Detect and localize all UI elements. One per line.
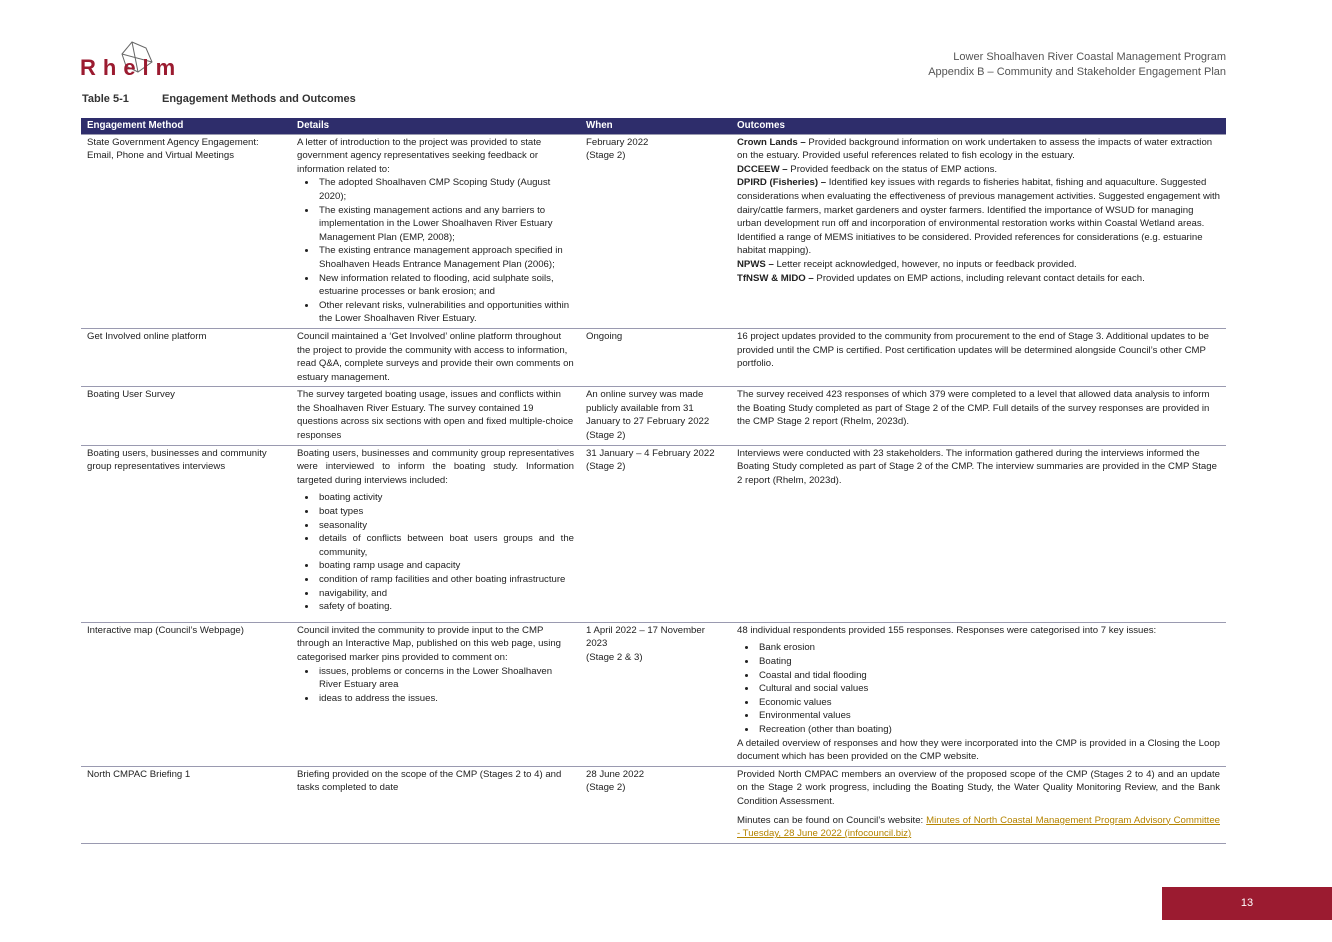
when-cell [580,622,731,766]
table-row [81,134,1226,328]
list-item: • Bank erosion [757,641,1220,655]
when-stage: (Stage 2) [586,782,626,794]
engagement-table [81,118,1226,844]
outcome-text: Provided feedback on the status of EMP actions. [787,163,998,175]
method-cell: Get Involved online platform [81,328,291,386]
list-item: • ideas to address the issues. [317,692,574,706]
outcomes-cell [731,766,1226,843]
details-list [297,665,574,706]
list-item: • Economic values [757,696,1220,710]
details-cell: Council maintained a ‘Get Involved’ online platform throughout the project to provide the community with access to information, read Q&A, complete surveys and provide their own comments on estuary management. [291,328,580,386]
minutes-paragraph [737,814,1220,841]
list-item: • Boating [757,655,1220,669]
when-cell [580,134,731,328]
when-cell [580,766,731,843]
list-item: • safety of boating. [317,600,574,614]
when-stage: (Stage 2) [586,150,626,162]
when-cell [580,445,731,622]
list-item: • Coastal and tidal flooding [757,669,1220,683]
table-header-row [81,118,1226,134]
list-item: • boat types [317,505,574,519]
when-stage: (Stage 2) [586,430,626,442]
outcome-text: Identified key issues with regards to fisheries habitat, fishing and aquaculture. Suggested considerations when evaluating the effectiveness of previous management activities. Suggested engagement with dairy/cattle farmers, market gardeners and oyster farmers. Identified the importance of WSUD for managing urban development run off and incorporation of environmental restoration works within Coastal Wetland areas. Identified a range of MEMS initiatives to be considered. Provided references for considerations (e.g. estuarine habitat mapping). [737,177,1221,257]
list-item: • Environmental values [757,709,1220,723]
table-row [81,328,1226,386]
outcomes-cell [731,134,1226,328]
method-cell: Boating User Survey [81,387,291,445]
table-title: Engagement Methods and Outcomes [162,93,356,105]
outcome-entry [737,176,1220,258]
agency-name: DPIRD (Fisheries) – [737,177,827,189]
when-cell [580,387,731,445]
when-stage: (Stage 2 & 3) [586,651,643,663]
details-cell [291,134,580,328]
outcomes-list [737,641,1220,736]
minutes-prefix: Minutes can be found on Council’s website: [737,814,927,826]
agency-name: TfNSW & MIDO – [737,272,814,284]
header-line-1: Lower Shoalhaven River Coastal Management Program [953,51,1226,63]
column-header: Details [291,118,580,134]
outcome-text: Provided updates on EMP actions, including relevant contact details for each. [813,272,1145,284]
list-item: • New information related to flooding, acid sulphate soils, estuarine processes or bank erosion; and [317,272,574,299]
when-date: 31 January – 4 February 2022 [586,447,715,459]
details-list [297,491,574,613]
outcome-entry [737,258,1220,272]
outcomes-intro: 48 individual respondents provided 155 responses. Responses were categorised into 7 key issues: [737,624,1157,636]
agency-name: NPWS – [737,258,774,270]
outcomes-cell: Interviews were conducted with 23 stakeholders. The information gathered during the interviews informed the Boating Study completed as part of Stage 2 of the CMP. The interview summaries are provided in the CMP Stage 2 report (Rhelm, 2023d). [731,445,1226,622]
column-header: When [580,118,731,134]
list-item: • navigability, and [317,587,574,601]
when-date: 28 June 2022 [586,768,645,780]
page-number-bar [1162,887,1332,920]
agency-name: Crown Lands – [737,136,806,148]
list-item: • boating activity [317,491,574,505]
list-item: • details of conflicts between boat users groups and the community, [317,532,574,559]
outcome-text: Letter receipt acknowledged, however, no inputs or feedback provided. [773,258,1077,270]
outcomes-cell [731,622,1226,766]
list-item: • condition of ramp facilities and other boating infrastructure [317,573,574,587]
table-caption [82,93,356,105]
list-item: • Recreation (other than boating) [757,723,1220,737]
rhelm-logo [80,38,200,80]
method-cell: North CMPAC Briefing 1 [81,766,291,843]
details-intro: A letter of introduction to the project was provided to state government agency representatives seeking feedback or information related to: [297,136,542,175]
minutes-link[interactable]: Minutes of North Coastal Management Program Advisory Committee - Tuesday, 28 June 2022 (infocouncil.biz) [737,814,1220,840]
outcome-text: Provided North CMPAC members an overview of the proposed scope of the CMP (Stages 2 to 4) and an update on the Stage 2 work progress, including the Boating Study, the Water Quality Monitoring Review, and the Bank Condition Assessment. [737,768,1220,807]
outcomes-cell: The survey received 423 responses of which 379 were completed to a level that allowed data analysis to inform the Boating Study completed as part of Stage 2 of the CMP. Full details of the survey responses are provided in the CMP Stage 2 report (Rhelm, 2023d). [731,387,1226,445]
when-date: An online survey was made publicly available from 31 January to 27 February 2022 [586,389,710,428]
table-row [81,766,1226,843]
method-cell: Boating users, businesses and community group representatives interviews [81,445,291,622]
outcome-text: Provided background information on work undertaken to assess the impacts of water extraction on the estuary. Provided useful references related to fish ecology in the estuary. [737,136,1213,162]
list-item: • issues, problems or concerns in the Lower Shoalhaven River Estuary area [317,665,574,692]
details-list [297,176,574,326]
column-header: Engagement Method [81,118,291,134]
table-number: Table 5-1 [82,93,129,105]
list-item: • The adopted Shoalhaven CMP Scoping Study (August 2020); [317,176,574,203]
details-cell [291,622,580,766]
column-header: Outcomes [731,118,1226,134]
details-cell: Briefing provided on the scope of the CMP (Stages 2 to 4) and tasks completed to date [291,766,580,843]
page-number: 13 [1240,897,1254,909]
document-header [928,50,1226,80]
outcome-entry [737,136,1220,163]
details-intro: Council invited the community to provide input to the CMP through an Interactive Map, published on this web page, using categorised marker pins provided to comment on: [297,624,562,663]
details-cell [291,445,580,622]
header-line-2: Appendix B – Community and Stakeholder Engagement Plan [928,66,1226,78]
list-item: • Cultural and social values [757,682,1220,696]
outcome-entry [737,163,1220,177]
agency-name: DCCEEW – [737,163,788,175]
when-date: 1 April 2022 – 17 November 2023 [586,624,705,650]
table-row [81,387,1226,445]
list-item: • The existing entrance management approach specified in Shoalhaven Heads Entrance Management Plan (2006); [317,244,574,271]
table-row [81,622,1226,766]
method-cell: State Government Agency Engagement: Email, Phone and Virtual Meetings [81,134,291,328]
method-cell: Interactive map (Council’s Webpage) [81,622,291,766]
list-item: • The existing management actions and any barriers to implementation in the Lower Shoalhaven River Estuary Management Plan (EMP, 2008); [317,204,574,245]
outcomes-cell: 16 project updates provided to the community from procurement to the end of Stage 3. Additional updates to be provided until the CMP is certified. Post certification updates will be determined alongside Council’s other CMP portfolio. [731,328,1226,386]
list-item: • seasonality [317,519,574,533]
outcomes-after: A detailed overview of responses and how they were incorporated into the CMP is provided in a Closing the Loop document which has been provided on the CMP website. [737,737,1220,763]
when-cell: Ongoing [580,328,731,386]
when-stage: (Stage 2) [586,461,626,473]
details-cell: The survey targeted boating usage, issues and conflicts within the Shoalhaven River Estuary. The survey contained 19 questions across six sections with open and fixed multiple-choice responses [291,387,580,445]
logo-text: Rhelm [80,55,183,80]
list-item: • boating ramp usage and capacity [317,559,574,573]
details-intro: Boating users, businesses and community group representatives were interviewed to inform the boating study. Information targeted during interviews included: [297,447,574,486]
table-row [81,445,1226,622]
when-date: February 2022 [586,136,649,148]
outcome-entry [737,272,1220,286]
list-item: • Other relevant risks, vulnerabilities and opportunities within the Lower Shoalhaven River Estuary. [317,299,574,326]
